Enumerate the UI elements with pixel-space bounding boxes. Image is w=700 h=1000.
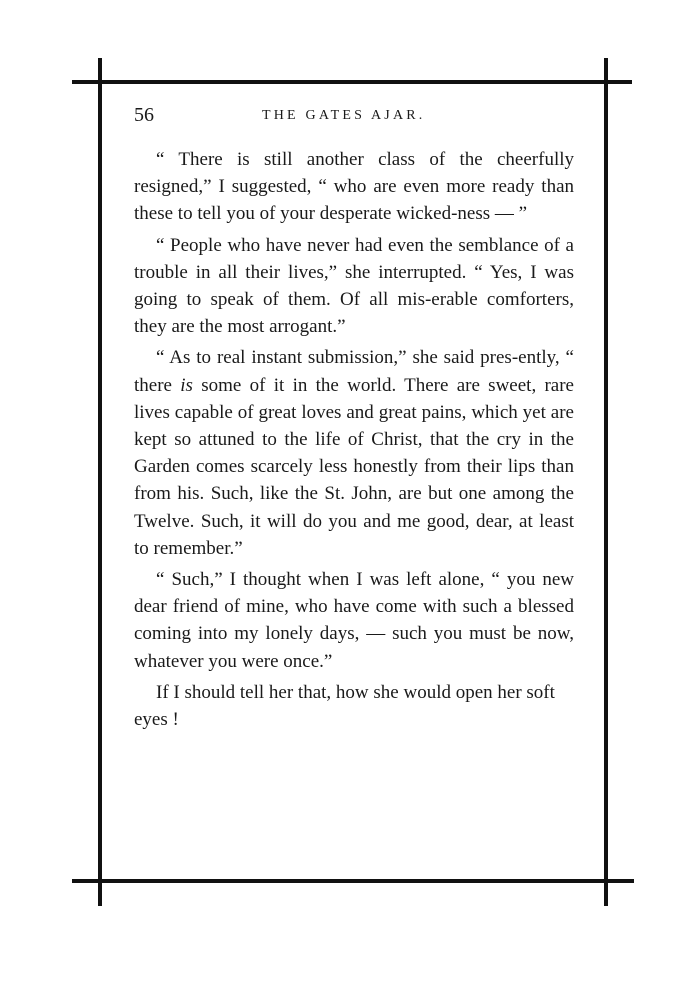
emphasized-word: is [180,374,193,396]
paragraph: “ People who have never had even the semblance of a trouble in all their lives,” she interrupted. “ Yes, I was going to speak of them. Of all mis-erable comforters, they are the most arrogant.” [134,234,574,338]
running-title: THE GATES AJAR. [262,108,426,123]
body-text [134,146,574,733]
paragraph [134,344,574,562]
paragraph: If I should tell her that, how she would open her soft eyes ! [134,681,555,731]
left-border-rule [98,58,102,906]
bottom-border-rule [72,879,634,883]
paragraph-text: “ As to real instant submission,” she said pres-ently, “ there [134,347,574,396]
paragraph: “ Such,” I thought when I was left alone, “ you new dear friend of mine, who have come with such a blessed coming into my lonely days, — such you must be now, whatever you were once.” [134,569,574,672]
top-border-rule [72,80,632,84]
right-border-rule [604,58,608,906]
page-header [134,104,584,130]
paragraph: “ There is still another class of the cheerfully resigned,” I suggested, “ who are even more ready than these to tell you of your desperate wicked-ness — ” [134,149,574,225]
page-number: 56 [134,104,154,126]
paragraph-text: some of it in the world. There are sweet, rare lives capable of great loves and great pains, which yet are kept so attuned to the life of Christ, that the cry in the Garden comes scarcely less honestly from their lips than from his. Such, like the St. John, are but one among the Twelve. Such, it will do you and me good, dear, at least to remember.” [134,374,574,559]
